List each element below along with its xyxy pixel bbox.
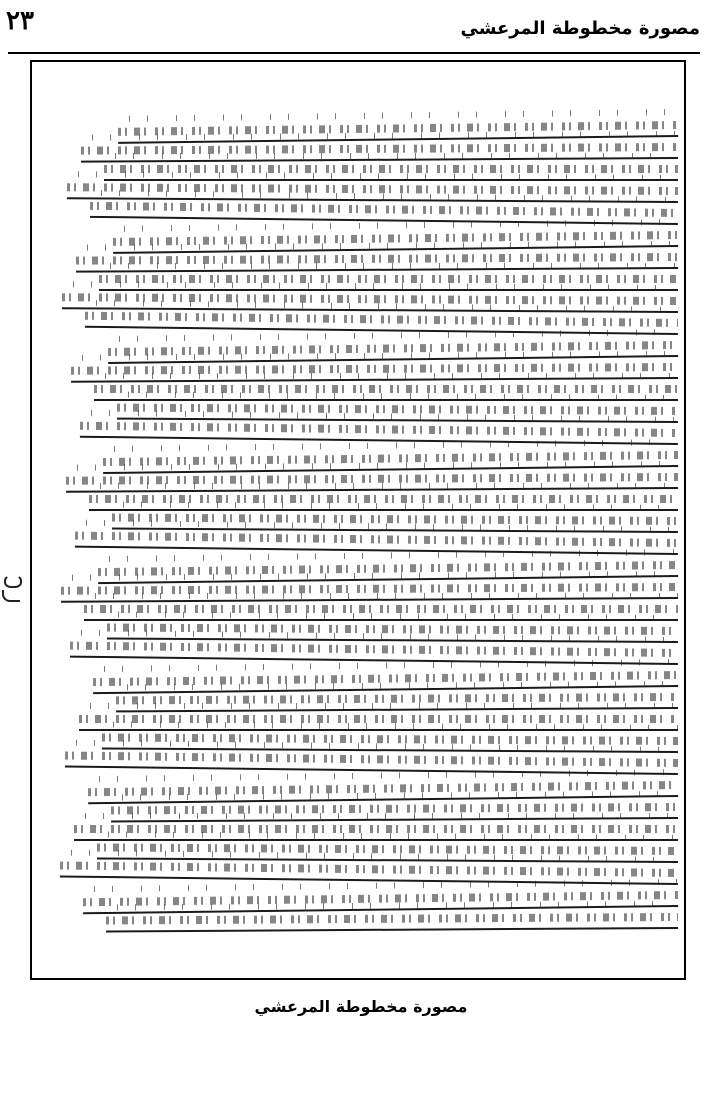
margin-annotation xyxy=(0,570,24,608)
running-title: مصورة مخطوطة المرعشي xyxy=(460,18,700,39)
page-caption: مصورة مخطوطة المرعشي xyxy=(254,997,468,1016)
page-number: ٢٣ xyxy=(6,6,34,36)
header-rule xyxy=(8,52,700,54)
handwritten-line xyxy=(106,907,678,932)
handwritten-manuscript-image xyxy=(58,115,678,935)
